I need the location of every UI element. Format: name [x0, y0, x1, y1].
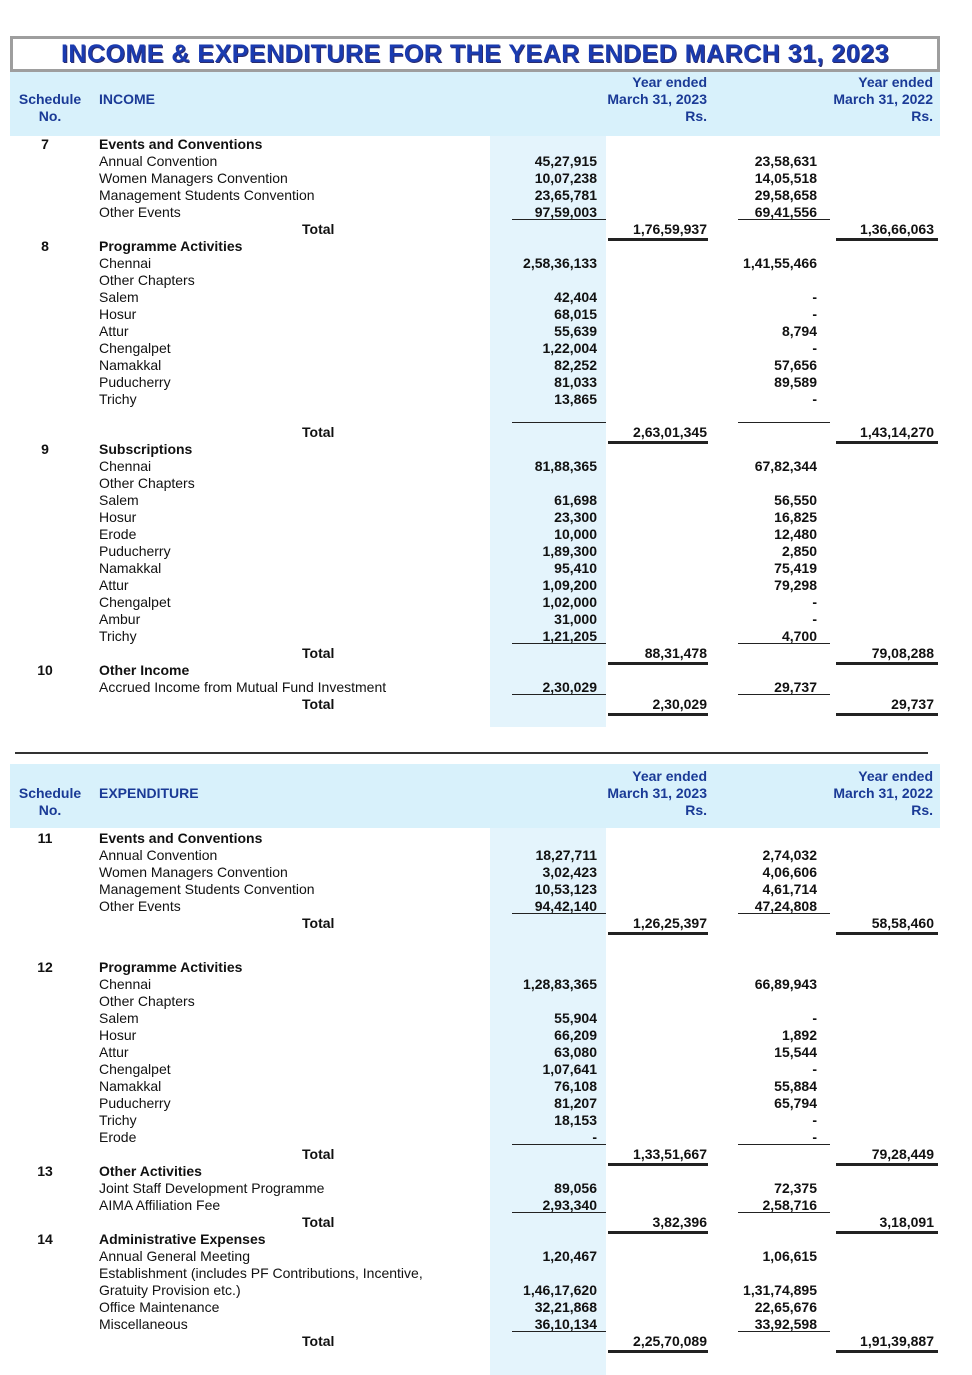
table-row [0, 1010, 972, 1027]
row-label: Salem [99, 289, 139, 305]
previous-year-item-amount: - [812, 594, 817, 610]
table-row [0, 1044, 972, 1061]
previous-year-item-amount: 8,794 [781, 323, 817, 339]
previous-year-item-amount: - [812, 1010, 817, 1026]
current-year-item-amount: 81,207 [554, 1095, 597, 1111]
previous-year-item-amount: 1,41,55,466 [743, 255, 817, 271]
row-label: Chengalpet [99, 594, 171, 610]
previous-year-total-amount: 58,58,460 [871, 915, 934, 931]
table-row [0, 1112, 972, 1129]
total-row [0, 1214, 972, 1231]
row-label: Total [302, 221, 335, 237]
table-row [0, 1095, 972, 1112]
row-label: Chennai [99, 976, 152, 992]
table-row [0, 153, 972, 170]
total-rule [608, 713, 708, 716]
current-year-item-amount: 95,410 [554, 560, 597, 576]
row-label: Chengalpet [99, 1061, 171, 1077]
subtotal-rule [512, 422, 606, 423]
previous-year-item-amount: 14,05,518 [754, 170, 817, 186]
table-row [0, 1282, 972, 1299]
schedule-number: 11 [37, 830, 53, 846]
row-label: Hosur [99, 509, 137, 525]
row-label: Puducherry [99, 374, 171, 390]
table-row [0, 391, 972, 408]
subtotal-rule [738, 643, 830, 644]
table-row [0, 864, 972, 881]
row-label: Administrative Expenses [99, 1231, 266, 1247]
previous-year-item-amount: 69,41,556 [754, 204, 817, 220]
table-row [0, 881, 972, 898]
row-label: Gratuity Provision etc.) [99, 1282, 241, 1298]
current-year-line2: March 31, 2023 [607, 91, 707, 107]
current-year-item-amount: 42,404 [554, 289, 597, 305]
row-label: Total [302, 1146, 335, 1162]
row-label: Total [302, 1333, 335, 1349]
subtotal-rule [512, 1331, 606, 1332]
row-label: Miscellaneous [99, 1316, 188, 1332]
current-year-item-amount: 1,22,004 [542, 340, 597, 356]
total-row [0, 221, 972, 238]
schedule-no-header [15, 91, 85, 125]
table-row [0, 255, 972, 272]
previous-year-item-amount: 1,892 [781, 1027, 817, 1043]
expenditure-header [10, 764, 940, 828]
previous-year-item-amount: 79,298 [774, 577, 817, 593]
subtotal-rule [512, 1212, 606, 1213]
current-year-item-amount: 10,07,238 [534, 170, 597, 186]
subtotal-rule [738, 913, 830, 914]
previous-year-total-amount: 79,28,449 [871, 1146, 934, 1162]
table-row [0, 272, 972, 289]
previous-year-item-amount: - [812, 1129, 817, 1145]
row-label: Erode [99, 526, 137, 542]
schedule-header-label: Schedule [18, 91, 82, 107]
previous-year-item-amount: 2,74,032 [762, 847, 817, 863]
row-label: Chennai [99, 458, 152, 474]
table-row [0, 492, 972, 509]
table-row [0, 509, 972, 526]
current-year-item-amount: 55,904 [554, 1010, 597, 1026]
current-year-item-amount: 81,033 [554, 374, 597, 390]
previous-year-total-amount: 1,91,39,887 [860, 1333, 934, 1349]
row-label: Women Managers Convention [99, 170, 288, 186]
table-row [0, 374, 972, 391]
table-row [0, 1180, 972, 1197]
current-year-item-amount: 97,59,003 [534, 204, 597, 220]
current-year-item-amount: 68,015 [554, 306, 597, 322]
total-rule [836, 932, 938, 935]
current-year-item-amount: 2,93,340 [542, 1197, 597, 1213]
subtotal-rule [512, 1144, 606, 1145]
row-label: Other Income [99, 662, 190, 678]
table-row [0, 594, 972, 611]
current-year-item-amount: 1,09,200 [542, 577, 597, 593]
subtotal-rule [738, 694, 830, 695]
current-year-item-amount: 61,698 [554, 492, 597, 508]
subtotal-rule [738, 422, 830, 423]
row-label: Erode [99, 1129, 137, 1145]
current-year-item-amount: 82,252 [554, 357, 597, 373]
current-year-item-amount: 18,27,711 [535, 847, 597, 863]
current-year-item-amount: 89,056 [554, 1180, 597, 1196]
row-label: Salem [99, 1010, 139, 1026]
table-row [0, 357, 972, 374]
row-label: Other Chapters [99, 993, 195, 1009]
table-row [0, 611, 972, 628]
table-row [0, 458, 972, 475]
no-header-label: No. [38, 108, 62, 124]
previous-year-line2: March 31, 2022 [833, 91, 933, 107]
current-year-total-amount: 2,25,70,089 [633, 1333, 707, 1349]
table-row [0, 976, 972, 993]
current-year-item-amount: 23,65,781 [534, 187, 597, 203]
previous-year-item-amount: 29,737 [774, 679, 817, 695]
current-year-total-amount: 2,63,01,345 [633, 424, 707, 440]
row-label: Namakkal [99, 1078, 162, 1094]
table-row [0, 323, 972, 340]
row-label: Office Maintenance [99, 1299, 220, 1315]
previous-year-line1: Year ended [858, 768, 933, 784]
previous-year-item-amount: 47,24,808 [754, 898, 817, 914]
current-year-item-amount: 36,10,134 [534, 1316, 597, 1332]
row-label: Establishment (includes PF Contributions, Incentive, [99, 1265, 423, 1281]
subtotal-rule [738, 1144, 830, 1145]
schedule-heading-row [0, 959, 972, 976]
current-year-total-amount: 3,82,396 [652, 1214, 707, 1230]
table-row [0, 289, 972, 306]
previous-year-line2: March 31, 2022 [833, 785, 933, 801]
current-year-item-amount: 10,53,123 [534, 881, 597, 897]
previous-year-item-amount: 33,92,598 [754, 1316, 817, 1332]
schedule-heading-row [0, 1163, 972, 1180]
row-label: Other Events [99, 204, 181, 220]
row-label: Puducherry [99, 543, 171, 559]
previous-year-item-amount: 1,31,74,895 [743, 1282, 817, 1298]
row-label: Namakkal [99, 560, 162, 576]
row-label: Total [302, 1214, 335, 1230]
previous-year-item-amount: 75,419 [774, 560, 817, 576]
row-label: Other Activities [99, 1163, 202, 1179]
current-year-item-amount: 66,209 [554, 1027, 597, 1043]
row-label: Programme Activities [99, 959, 243, 975]
row-label: Attur [99, 323, 129, 339]
previous-year-item-amount: 1,06,615 [762, 1248, 817, 1264]
row-label: Trichy [99, 628, 137, 644]
subtotal-rule [512, 913, 606, 914]
current-year-item-amount: 32,21,868 [534, 1299, 597, 1315]
subtotal-rule [512, 643, 606, 644]
current-year-item-amount: 31,000 [554, 611, 597, 627]
current-year-line2: March 31, 2023 [607, 785, 707, 801]
previous-year-item-amount: 67,82,344 [754, 458, 817, 474]
previous-year-item-amount: 57,656 [774, 357, 817, 373]
table-row [0, 526, 972, 543]
current-year-item-amount: 1,07,641 [542, 1061, 597, 1077]
current-year-item-amount: 94,42,140 [534, 898, 597, 914]
row-label: Chennai [99, 255, 152, 271]
schedule-heading-row [0, 830, 972, 847]
row-label: Trichy [99, 1112, 137, 1128]
subtotal-rule [512, 694, 606, 695]
previous-year-item-amount: - [812, 1112, 817, 1128]
previous-year-item-amount: 72,375 [774, 1180, 817, 1196]
table-row [0, 560, 972, 577]
previous-year-item-amount: 4,06,606 [762, 864, 817, 880]
table-row [0, 1265, 972, 1282]
previous-year-line3: Rs. [911, 802, 933, 818]
current-year-item-amount: 13,865 [554, 391, 597, 407]
current-year-total-amount: 1,33,51,667 [633, 1146, 707, 1162]
row-label: Puducherry [99, 1095, 171, 1111]
total-row [0, 1333, 972, 1350]
current-year-item-amount: 45,27,915 [534, 153, 597, 169]
schedule-header-label: Schedule [18, 785, 82, 801]
subtotal-rule [738, 1212, 830, 1213]
row-label: Women Managers Convention [99, 864, 288, 880]
row-label: Total [302, 696, 335, 712]
previous-year-item-amount: 15,544 [774, 1044, 817, 1060]
table-row [0, 1078, 972, 1095]
current-year-item-amount: 55,639 [554, 323, 597, 339]
schedule-heading-row [0, 441, 972, 458]
current-year-total-amount: 2,30,029 [652, 696, 707, 712]
table-row [0, 170, 972, 187]
previous-year-item-amount: 89,589 [774, 374, 817, 390]
current-year-item-amount: 1,02,000 [542, 594, 597, 610]
total-row [0, 645, 972, 662]
total-rule [836, 713, 938, 716]
current-year-line3: Rs. [685, 108, 707, 124]
table-row [0, 1061, 972, 1078]
current-year-item-amount: - [592, 1129, 597, 1145]
current-year-line1: Year ended [632, 74, 707, 90]
schedule-number: 12 [37, 959, 53, 975]
subtotal-rule [512, 219, 606, 220]
row-label: Other Chapters [99, 272, 195, 288]
previous-year-item-amount: - [812, 306, 817, 322]
total-row [0, 915, 972, 932]
row-label: Salem [99, 492, 139, 508]
no-header-label: No. [38, 802, 62, 818]
expenditure-section-label: EXPENDITURE [99, 785, 199, 801]
current-year-total-amount: 88,31,478 [644, 645, 707, 661]
total-rule [608, 932, 708, 935]
previous-year-item-amount: 55,884 [774, 1078, 817, 1094]
schedule-number: 10 [37, 662, 53, 678]
previous-year-header [833, 768, 933, 819]
total-rule [836, 1350, 938, 1353]
previous-year-total-amount: 3,18,091 [879, 1214, 934, 1230]
total-row [0, 1146, 972, 1163]
current-year-item-amount: 23,300 [554, 509, 597, 525]
row-label: Annual General Meeting [99, 1248, 250, 1264]
table-row [0, 577, 972, 594]
current-year-item-amount: 2,30,029 [542, 679, 597, 695]
previous-year-total-amount: 29,737 [891, 696, 934, 712]
table-row [0, 1027, 972, 1044]
row-label: Total [302, 645, 335, 661]
schedule-heading-row [0, 238, 972, 255]
previous-year-item-amount: 56,550 [774, 492, 817, 508]
schedule-number: 7 [41, 136, 49, 152]
section-divider [15, 752, 928, 754]
current-year-total-amount: 1,26,25,397 [633, 915, 707, 931]
table-row [0, 1299, 972, 1316]
schedule-number: 9 [41, 441, 49, 457]
previous-year-item-amount: 16,825 [774, 509, 817, 525]
row-label: Hosur [99, 306, 137, 322]
row-label: Namakkal [99, 357, 162, 373]
current-year-line3: Rs. [685, 802, 707, 818]
subtotal-rule [738, 1331, 830, 1332]
previous-year-total-amount: 79,08,288 [871, 645, 934, 661]
table-row [0, 993, 972, 1010]
row-label: Chengalpet [99, 340, 171, 356]
row-label: Subscriptions [99, 441, 193, 457]
row-label: Annual Convention [99, 847, 218, 863]
total-rule [608, 1350, 708, 1353]
current-year-item-amount: 10,000 [554, 526, 597, 542]
table-row [0, 340, 972, 357]
table-row [0, 1248, 972, 1265]
table-row [0, 187, 972, 204]
table-row [0, 847, 972, 864]
row-label: Management Students Convention [99, 187, 315, 203]
row-label: Events and Conventions [99, 136, 263, 152]
current-year-item-amount: 81,88,365 [534, 458, 597, 474]
current-year-item-amount: 1,20,467 [542, 1248, 597, 1264]
income-section-label: INCOME [99, 91, 155, 107]
current-year-total-amount: 1,76,59,937 [633, 221, 707, 237]
schedule-number: 13 [37, 1163, 53, 1179]
row-label: Trichy [99, 391, 137, 407]
row-label: Attur [99, 1044, 129, 1060]
current-year-item-amount: 1,46,17,620 [523, 1282, 597, 1298]
current-year-item-amount: 3,02,423 [542, 864, 597, 880]
previous-year-item-amount: 12,480 [774, 526, 817, 542]
table-row [0, 306, 972, 323]
income-header [10, 72, 940, 136]
current-year-header [607, 768, 707, 819]
row-label: Management Students Convention [99, 881, 315, 897]
schedule-heading-row [0, 1231, 972, 1248]
row-label: AIMA Affiliation Fee [99, 1197, 221, 1213]
table-row [0, 475, 972, 492]
total-row [0, 424, 972, 441]
previous-year-item-amount: 29,58,658 [754, 187, 817, 203]
row-label: Events and Conventions [99, 830, 263, 846]
previous-year-item-amount: 65,794 [774, 1095, 817, 1111]
row-label: Joint Staff Development Programme [99, 1180, 325, 1196]
schedule-heading-row [0, 136, 972, 153]
current-year-item-amount: 1,21,205 [542, 628, 597, 644]
previous-year-item-amount: - [812, 340, 817, 356]
current-year-item-amount: 1,89,300 [542, 543, 597, 559]
previous-year-item-amount: - [812, 289, 817, 305]
previous-year-item-amount: 66,89,943 [754, 976, 817, 992]
previous-year-item-amount: 4,700 [781, 628, 817, 644]
previous-year-item-amount: - [812, 391, 817, 407]
previous-year-item-amount: 23,58,631 [754, 153, 817, 169]
row-label: Total [302, 424, 335, 440]
previous-year-item-amount: 22,65,676 [754, 1299, 817, 1315]
previous-year-item-amount: 4,61,714 [762, 881, 817, 897]
previous-year-total-amount: 1,36,66,063 [860, 221, 934, 237]
row-label: Annual Convention [99, 153, 218, 169]
row-label: Hosur [99, 1027, 137, 1043]
row-label: Accrued Income from Mutual Fund Investment [99, 679, 387, 695]
previous-year-header [833, 74, 933, 125]
current-year-item-amount: 18,153 [554, 1112, 597, 1128]
schedule-number: 14 [37, 1231, 53, 1247]
row-label: Other Events [99, 898, 181, 914]
total-row [0, 696, 972, 713]
table-row [0, 543, 972, 560]
statement-title: INCOME & EXPENDITURE FOR THE YEAR ENDED MARCH 31, 2023 [10, 36, 940, 72]
subtotal-rule [738, 219, 830, 220]
previous-year-item-amount: 2,850 [781, 543, 817, 559]
row-label: Other Chapters [99, 475, 195, 491]
schedule-no-header [15, 785, 85, 819]
current-year-item-amount: 1,28,83,365 [523, 976, 597, 992]
row-label: Programme Activities [99, 238, 243, 254]
schedule-number: 8 [41, 238, 49, 254]
row-label: Ambur [99, 611, 141, 627]
current-year-item-amount: 63,080 [554, 1044, 597, 1060]
previous-year-item-amount: - [812, 611, 817, 627]
current-year-header [607, 74, 707, 125]
previous-year-line1: Year ended [858, 74, 933, 90]
schedule-heading-row [0, 662, 972, 679]
previous-year-item-amount: 2,58,716 [762, 1197, 817, 1213]
previous-year-item-amount: - [812, 1061, 817, 1077]
current-year-item-amount: 2,58,36,133 [523, 255, 597, 271]
previous-year-line3: Rs. [911, 108, 933, 124]
row-label: Attur [99, 577, 129, 593]
current-year-item-amount: 76,108 [554, 1078, 597, 1094]
current-year-line1: Year ended [632, 768, 707, 784]
row-label: Total [302, 915, 335, 931]
previous-year-total-amount: 1,43,14,270 [860, 424, 934, 440]
